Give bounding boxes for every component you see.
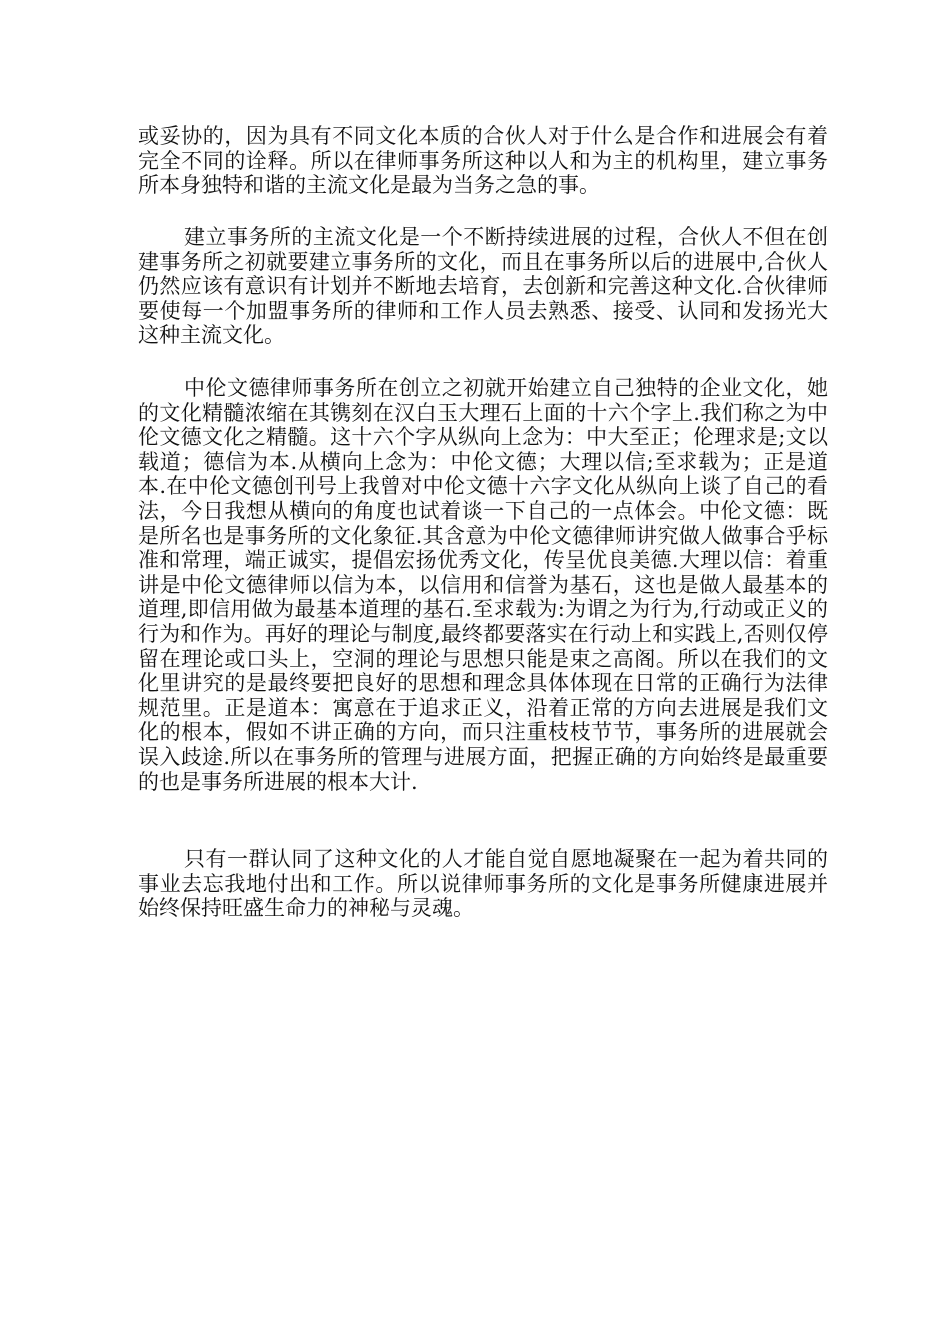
paragraph-culture-building (138, 225, 828, 348)
paragraph-text: 只有一群认同了这种文化的人才能自觉自愿地凝聚在一起为着共同的事业去忘我地付出和工作。所以说律师事务所的文化是事务所健康进展并始终保持旺盛生命力的神秘与灵魂。 (138, 847, 828, 921)
paragraph-firm-culture (138, 376, 828, 794)
paragraph-text: 建立事务所的主流文化是一个不断持续进展的过程，合伙人不但在创建事务所之初就要建立事务所的文化，而且在事务所以后的进展中,合伙人仍然应该有意识有计划并不断地去培育，去创新和完善这种文化.合伙律师要使每一个加盟事务所的律师和工作人员去熟悉、接受、认同和发扬光大这种主流文化。 (138, 225, 828, 348)
paragraph-text: 或妥协的，因为具有不同文化本质的合伙人对于什么是合作和进展会有着完全不同的诠释。所以在律师事务所这种以人和为主的机构里，建立事务所本身独特和谐的主流文化是最为当务之急的事。 (138, 124, 828, 198)
paragraph-continuation (138, 124, 828, 198)
paragraph-text: 中伦文德律师事务所在创立之初就开始建立自己独特的企业文化，她的文化精髓浓缩在其镌刻在汉白玉大理石上面的十六个字上.我们称之为中伦文德文化之精髓。这十六个字从纵向上念为：中大至正；伦理求是;文以载道；德信为本.从横向上念为：中伦文德；大理以信;至求载为；正是道本.在中伦文德创刊号上我曾对中伦文德十六字文化从纵向上谈了自己的看法，今日我想从横向的角度也试着谈一下自己的一点体会。中伦文德：既是所名也是事务所的文化象征.其含意为中伦文德律师讲究做人做事合乎标准和常理，端正诚实，提倡宏扬优秀文化，传呈优良美德.大理以信：着重讲是中伦文德律师以信为本，以信用和信誉为基石，这也是做人最基本的道理,即信用做为最基本道理的基石.至求载为:为谓之为行为,行动或正义的行为和作为。再好的理论与制度,最终都要落实在行动上和实践上,否则仅停留在理论或口头上，空洞的理论与思想只能是束之高阁。所以在我们的文化里讲究的是最终要把良好的思想和理念具体体现在日常的正确行为法律规范里。正是道本：寓意在于追求正义，沿着正常的方向去进展是我们文化的根本，假如不讲正确的方向，而只注重枝枝节节，事务所的进展就会误入歧途.所以在事务所的管理与进展方面，把握正确的方向始终是最重要的也是事务所进展的根本大计. (138, 376, 828, 794)
paragraph-conclusion (138, 847, 828, 921)
